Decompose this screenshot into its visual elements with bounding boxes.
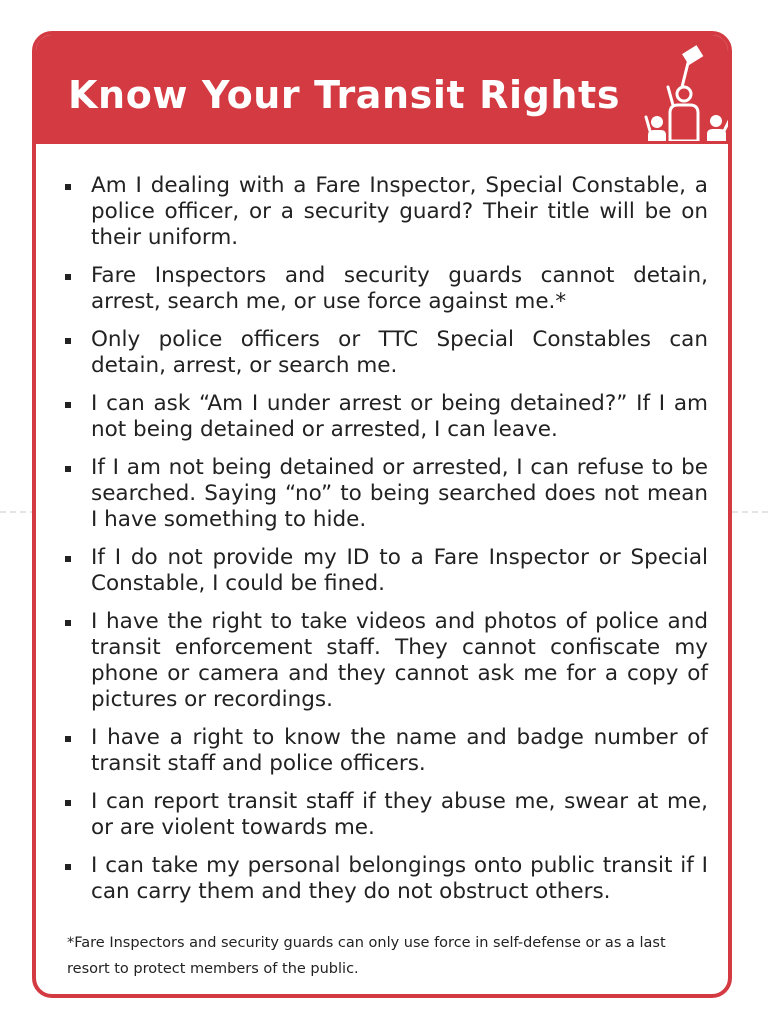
right-text: I have a right to know the name and badge number of transit staff and police officers. bbox=[91, 725, 708, 776]
right-text: I have the right to take videos and photos of police and transit enforcement staff. They cannot confiscate my phone or camera and they cannot ask me for a copy of pictures or recordings. bbox=[91, 609, 708, 712]
list-item bbox=[62, 853, 708, 905]
right-text: Am I dealing with a Fare Inspector, Special Constable, a police officer, or a security guard? Their title will be on their uniform. bbox=[91, 173, 708, 250]
list-item bbox=[62, 789, 708, 841]
card-header bbox=[36, 35, 728, 144]
list-item bbox=[62, 609, 708, 713]
list-item bbox=[62, 327, 708, 379]
footnote: *Fare Inspectors and security guards can only use force in self-defense or as a last resort to protect members of the public. bbox=[67, 935, 666, 977]
right-text: I can take my personal belongings onto public transit if I can carry them and they do not obstruct others. bbox=[91, 853, 708, 904]
right-text: If I do not provide my ID to a Fare Inspector or Special Constable, I could be fined. bbox=[91, 545, 708, 596]
bullet-icon bbox=[65, 338, 71, 344]
bullet-icon bbox=[65, 274, 71, 280]
list-item bbox=[62, 263, 708, 315]
right-text: I can report transit staff if they abuse me, swear at me, or are violent towards me. bbox=[91, 789, 708, 840]
rights-list bbox=[62, 173, 708, 917]
page-title: Know Your Transit Rights bbox=[68, 73, 621, 117]
right-text: Only police officers or TTC Special Constables can detain, arrest, or search me. bbox=[91, 327, 708, 378]
rights-card bbox=[32, 31, 732, 998]
list-item bbox=[62, 391, 708, 443]
bullet-icon bbox=[65, 466, 71, 472]
bullet-icon bbox=[65, 800, 71, 806]
list-item bbox=[62, 545, 708, 597]
protest-sign-people-icon bbox=[644, 43, 732, 141]
bullet-icon bbox=[65, 184, 71, 190]
bullet-icon bbox=[65, 864, 71, 870]
bullet-icon bbox=[65, 620, 71, 626]
list-item bbox=[62, 455, 708, 533]
right-text: Fare Inspectors and security guards cannot detain, arrest, search me, or use force against me.* bbox=[91, 263, 708, 314]
bullet-icon bbox=[65, 556, 71, 562]
bullet-icon bbox=[65, 736, 71, 742]
list-item bbox=[62, 173, 708, 251]
right-text: I can ask “Am I under arrest or being detained?” If I am not being detained or arrested, I can leave. bbox=[91, 391, 708, 442]
right-text: If I am not being detained or arrested, I can refuse to be searched. Saying “no” to being searched does not mean I have something to hide. bbox=[91, 455, 708, 532]
list-item bbox=[62, 725, 708, 777]
bullet-icon bbox=[65, 402, 71, 408]
